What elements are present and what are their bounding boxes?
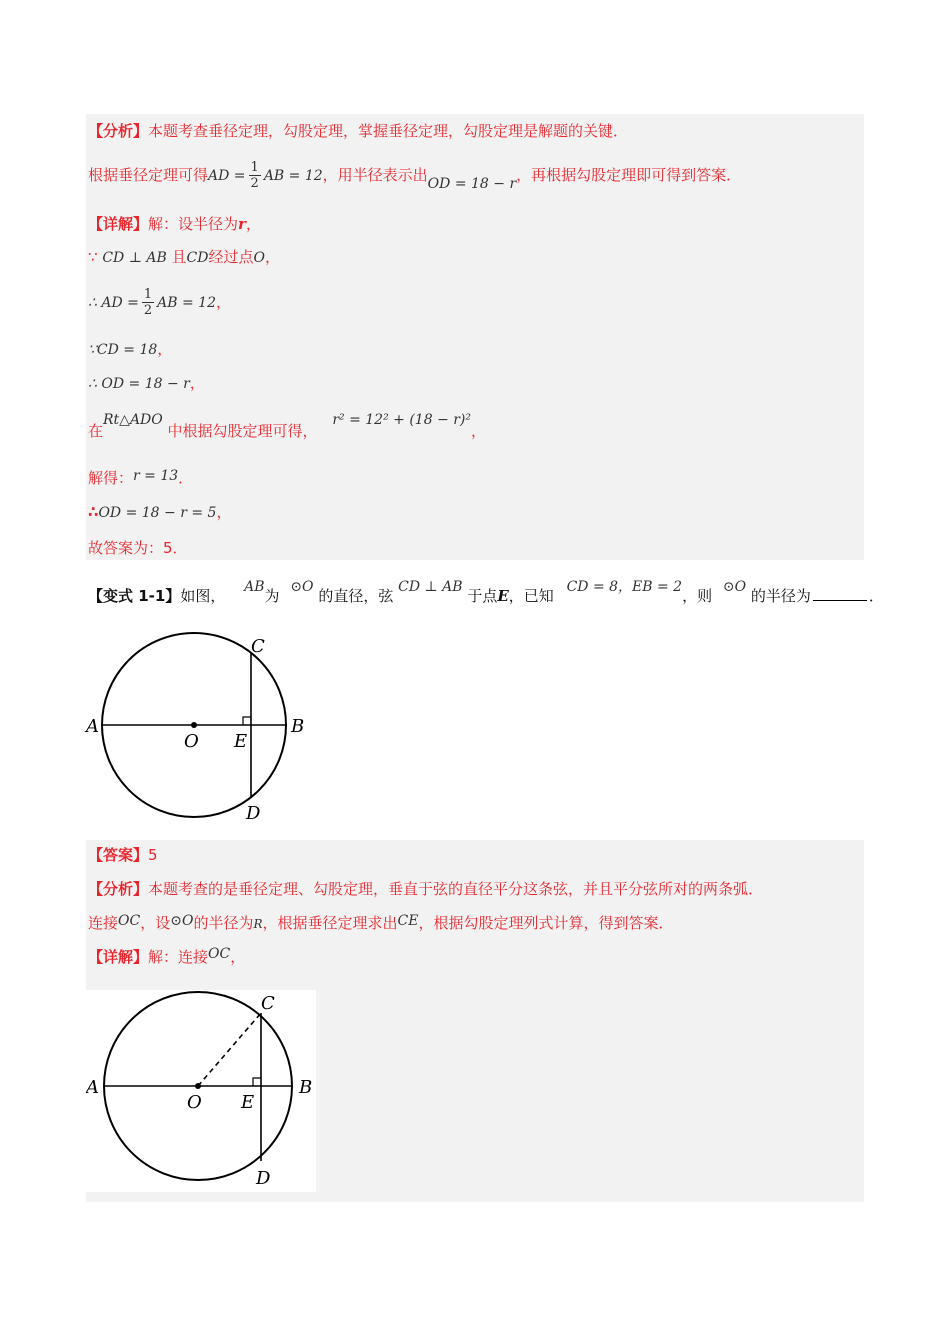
analysis-line-b2: 连接OC，设⊙O的半径为R，根据垂径定理求出CE，根据勾股定理列式计算，得到答案． — [88, 913, 674, 932]
label-b: B — [299, 1077, 313, 1098]
circle-figure-1 — [84, 630, 314, 830]
analysis-line-2: 根据垂径定理可得AD = $\frac{1}{2}$ AB = 12，用半径表示出OD = 18 − r，再根据勾股定理即可得到答案． — [88, 160, 742, 192]
analysis-line: 【分析】本题考查垂径定理，勾股定理，掌握垂径定理，勾股定理是解题的关键． — [88, 122, 629, 140]
label-b: B — [291, 716, 305, 737]
detail-line: 【详解】解：设半径为r， — [88, 215, 261, 233]
fraction-half-2: $\frac{1}{2}$ — [143, 287, 153, 318]
step-2: ∴ AD = $\frac{1}{2}$ AB = 12， — [88, 287, 232, 318]
label-c: C — [251, 636, 265, 657]
step-1: ∵ CD ⊥ AB 且CD经过点O， — [88, 248, 280, 266]
right-angle-mark — [243, 717, 251, 725]
label-c: C — [261, 993, 275, 1014]
label-a: A — [86, 716, 99, 737]
answer-line: 【答案】5 — [88, 846, 158, 864]
step-5: 在Rt△ADO 中根据勾股定理可得， r² = 12² + (18 − r)²， — [88, 412, 487, 440]
detail-line-b: 【详解】解：连接OC， — [88, 946, 246, 966]
label-d: D — [256, 1168, 271, 1189]
label-d: D — [246, 803, 261, 824]
step-6: 解得：r = 13． — [88, 468, 194, 487]
step-7: ∴OD = 18 − r = 5， — [88, 503, 232, 521]
label-e: E — [234, 731, 248, 752]
fraction-half: $\frac{1}{2}$ — [250, 160, 259, 191]
analysis-line-b: 【分析】本题考查的是垂径定理、勾股定理，垂直于弦的直径平分这条弦，并且平分弦所对的两条弧． — [88, 880, 764, 898]
label-e: E — [241, 1092, 255, 1113]
circle-figure-2 — [86, 990, 316, 1192]
center-point — [191, 722, 197, 728]
variant-question: 【变式 1-1】如图， AB为 ⊙O 的直径，弦 CD ⊥ AB 于点E，已知 CD = 8，EB = 2，则 ⊙O 的半径为 ． — [88, 579, 884, 605]
segment-oc — [198, 1013, 261, 1086]
label-o: O — [187, 1092, 202, 1113]
step-8: 故答案为：5． — [88, 539, 188, 557]
right-angle-mark — [253, 1078, 261, 1086]
label-a: A — [86, 1077, 99, 1098]
label-o: O — [184, 731, 199, 752]
step-4: ∴ OD = 18 − r， — [88, 374, 205, 392]
center-point — [195, 1083, 201, 1089]
answer-blank[interactable] — [813, 600, 867, 601]
step-3: ∵CD = 18， — [88, 340, 173, 358]
